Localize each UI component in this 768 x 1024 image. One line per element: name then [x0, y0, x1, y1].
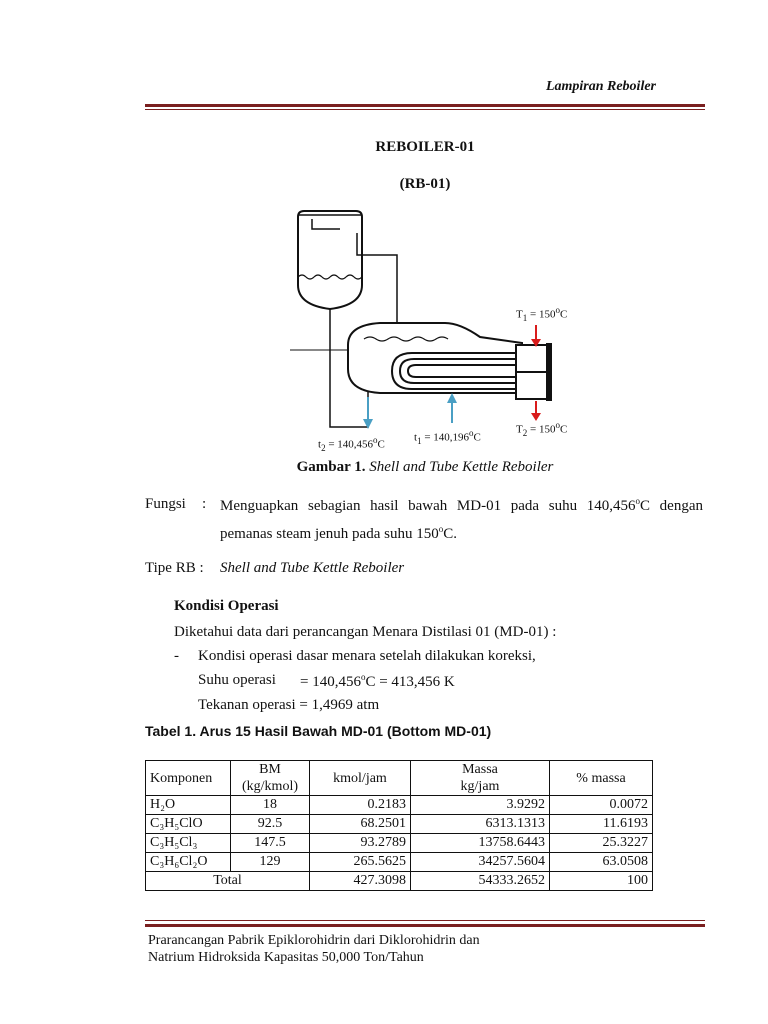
label-t2: $t_2 = 140,456^oC$: [318, 435, 385, 453]
header-rule-thin: [145, 109, 705, 110]
cell-kmol: 265.5625: [310, 853, 411, 872]
tipe-label: Tipe RB :: [145, 560, 204, 576]
fungsi-line2: pemanas steam jenuh pada suhu 150$^o$C.: [220, 524, 457, 542]
kondisi-heading: Kondisi Operasi: [174, 598, 279, 614]
footer-line1: Prarancangan Pabrik Epiklorohidrin dari Diklorohidrin dan: [148, 933, 480, 948]
kondisi-item: Kondisi operasi dasar menara setelah dilakukan koreksi,: [198, 648, 536, 664]
suhu-label: Suhu operasi: [198, 672, 276, 688]
table-header-row: [146, 761, 653, 796]
cell-komponen: C₃H₅Cl₃: [146, 834, 231, 853]
cell-total-kmol: 427.3098: [310, 872, 411, 891]
cell-komponen: C₃H₅ClO: [146, 815, 231, 834]
cell-pct: 0.0072: [550, 796, 653, 815]
header-kmol: kmol/jam: [310, 761, 411, 796]
header-bm: BM (kg/kmol): [231, 761, 310, 796]
header-rule-thick: [145, 104, 705, 107]
fungsi-label: Fungsi: [145, 496, 186, 512]
tipe-value: Shell and Tube Kettle Reboiler: [220, 560, 405, 576]
table-row: [146, 853, 653, 872]
header-massa: Massa kg/jam: [411, 761, 550, 796]
header-pct: % massa: [550, 761, 653, 796]
kondisi-dash: -: [174, 648, 179, 664]
cell-bm: 147.5: [231, 834, 310, 853]
cell-kmol: 93.2789: [310, 834, 411, 853]
cell-total-pct: 100: [550, 872, 653, 891]
cell-komponen: H₂O: [146, 796, 231, 815]
suhu-value: = $140,456^oC = 413,456$ K: [300, 672, 455, 690]
tekanan-operasi: Tekanan operasi = 1,4969 atm: [198, 697, 380, 713]
cell-massa: 34257.5604: [411, 853, 550, 872]
footer-rule-thick: [145, 924, 705, 927]
fungsi-line1: Menguapkan sebagian hasil bawah MD-01 pada suhu 140,456$^o$C dengan: [220, 496, 703, 514]
footer-text: [148, 932, 480, 966]
fungsi-colon: :: [202, 496, 207, 512]
cell-pct: 11.6193: [550, 815, 653, 834]
cell-massa: 6313.1313: [411, 815, 550, 834]
table-row: [146, 815, 653, 834]
reboiler-drawing: [280, 205, 600, 455]
cell-kmol: 68.2501: [310, 815, 411, 834]
cell-pct: 25.3227: [550, 834, 653, 853]
cell-total-massa: 54333.2652: [411, 872, 550, 891]
label-T2: $T_2 = 150^oC$: [516, 420, 568, 438]
composition-table: [145, 760, 653, 891]
label-t1: $t_1 = 140,196^oC$: [414, 428, 481, 446]
doc-code: (RB-01): [399, 176, 451, 192]
doc-title: REBOILER-01: [375, 139, 475, 155]
figure-caption: Gambar 1. Shell and Tube Kettle Reboiler: [296, 459, 554, 475]
table-row: [146, 834, 653, 853]
cell-kmol: 0.2183: [310, 796, 411, 815]
cell-komponen: C₃H₆Cl₂O: [146, 853, 231, 872]
footer-line2: Natrium Hidroksida Kapasitas 50,000 Ton/Tahun: [148, 950, 424, 965]
label-T1: $T_1 = 150^oC$: [516, 305, 568, 323]
table-caption: Tabel 1. Arus 15 Hasil Bawah MD-01 (Bottom MD-01): [145, 723, 492, 739]
table-row: [146, 796, 653, 815]
footer-rule-thin: [145, 920, 705, 921]
cell-bm: 129: [231, 853, 310, 872]
header-komponen: Komponen: [146, 761, 231, 796]
table-total-row: [146, 872, 653, 891]
header-title: Lampiran Reboiler: [545, 79, 656, 94]
cell-bm: 92.5: [231, 815, 310, 834]
cell-bm: 18: [231, 796, 310, 815]
cell-massa: 3.9292: [411, 796, 550, 815]
cell-total-label: Total: [146, 872, 310, 891]
kondisi-intro: Diketahui data dari perancangan Menara Distilasi 01 (MD-01) :: [174, 624, 557, 640]
cell-massa: 13758.6443: [411, 834, 550, 853]
cell-pct: 63.0508: [550, 853, 653, 872]
